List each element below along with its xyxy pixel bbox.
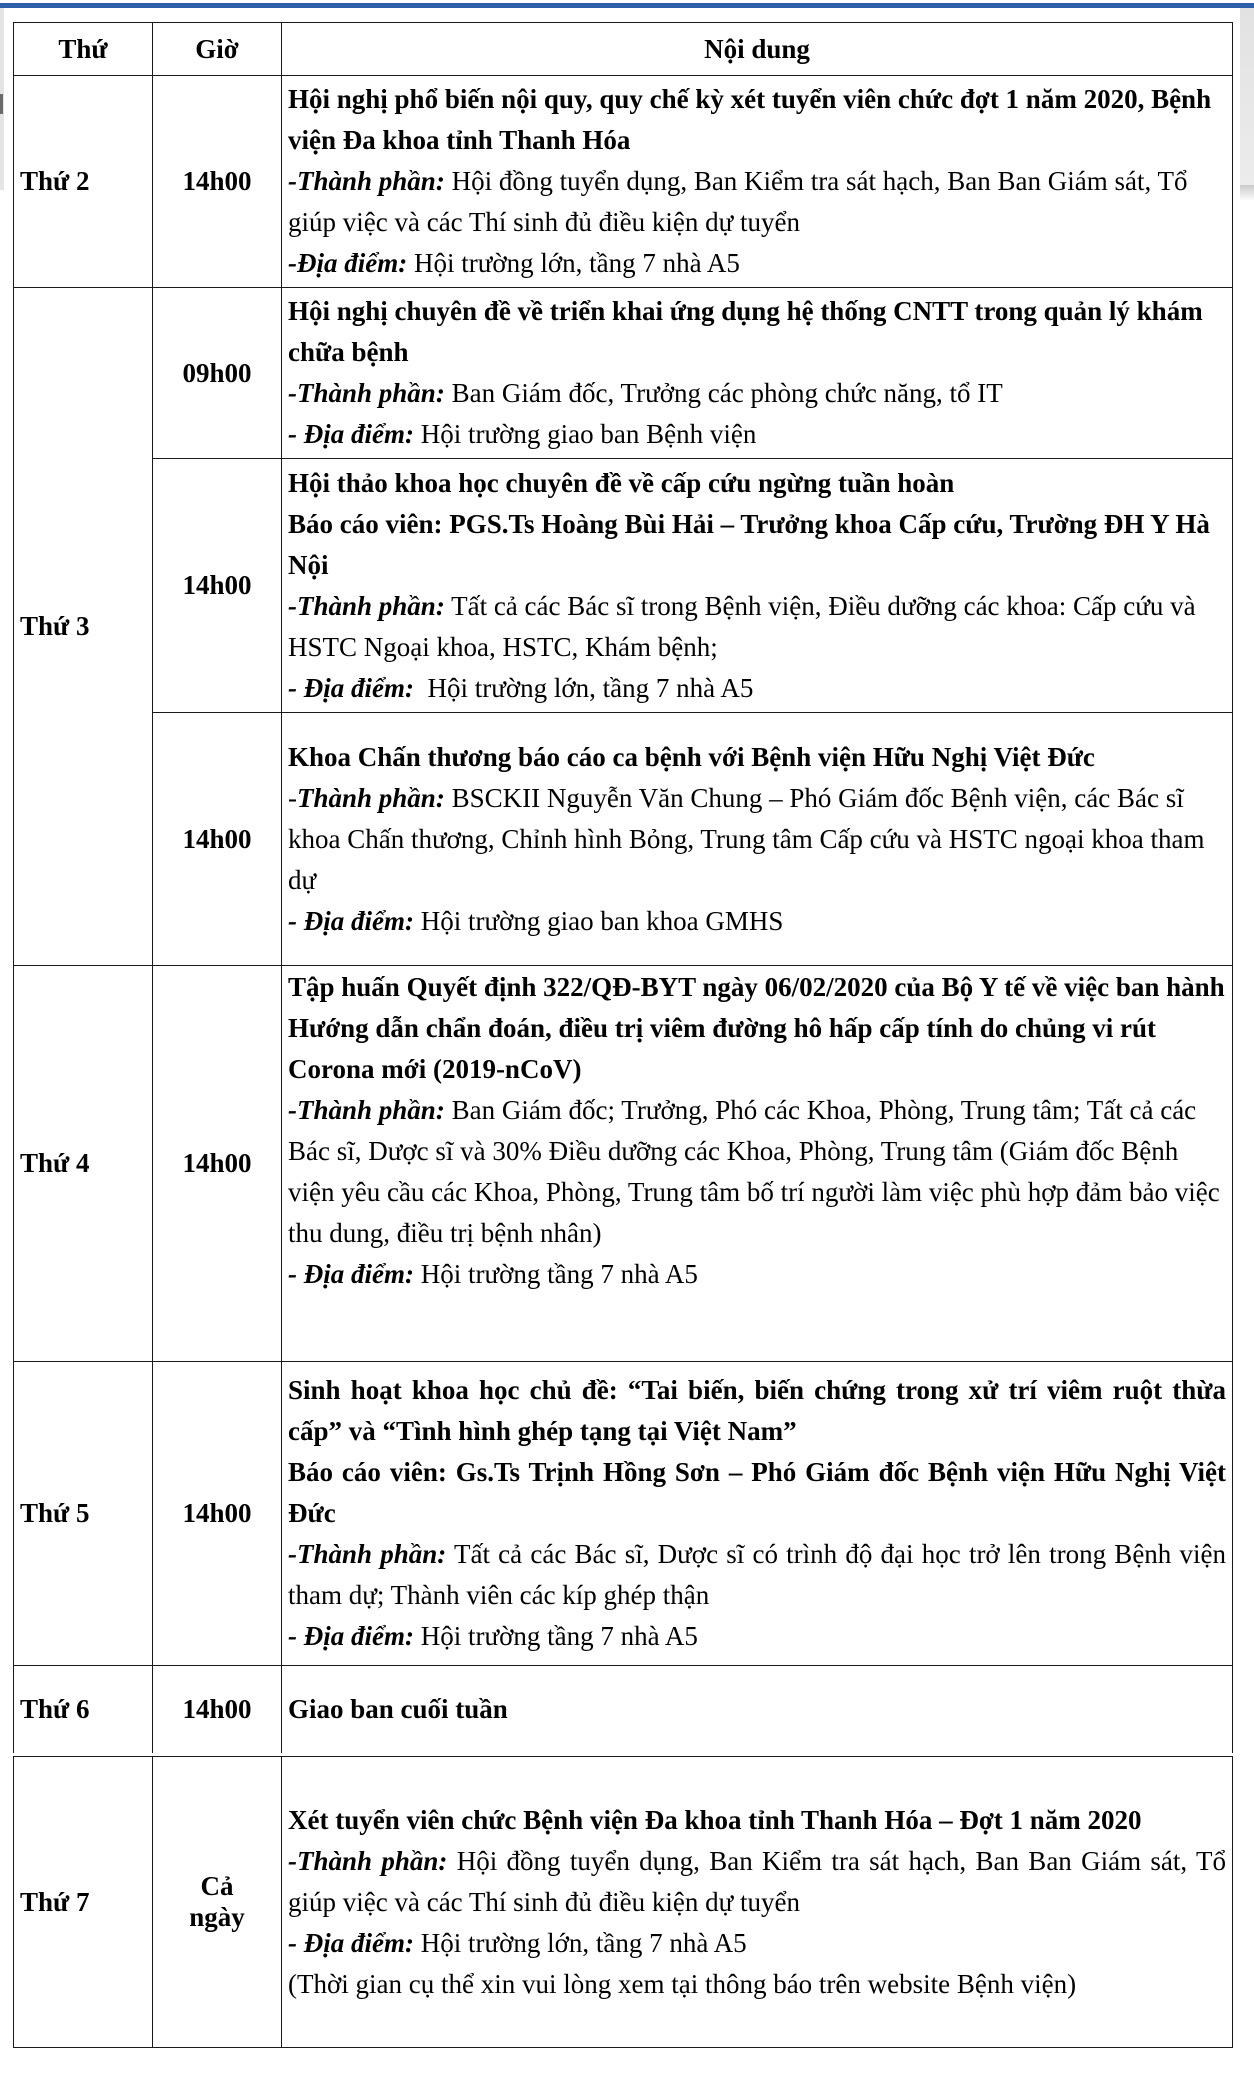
event-title: Sinh hoạt khoa học chủ đề: “Tai biến, biến chứng trong xử trí viêm ruột thừa cấp” và “Tình hình ghép tạng tại Việt Nam” xyxy=(288,1375,1226,1446)
event-participants: -Thành phần: BSCKII Nguyễn Văn Chung – Phó Giám đốc Bệnh viện, các Bác sĩ khoa Chấn thương, Chỉnh hình Bỏng, Trung tâm Cấp cứu và HSTC ngoại khoa tham dự xyxy=(288,782,1205,895)
header-time: Giờ xyxy=(153,23,282,76)
event-location: - Địa điểm: Hội trường lớn, tầng 7 nhà A5 xyxy=(288,1927,747,1958)
event-location: - Địa điểm: Hội trường tầng 7 nhà A5 xyxy=(288,1259,698,1289)
header-content: Nội dung xyxy=(282,23,1233,76)
event-title: Tập huấn Quyết định 322/QĐ-BYT ngày 06/02/2020 của Bộ Y tế về việc ban hành Hướng dẫn chẩn đoán, điều trị viêm đường hô hấp cấp tính do chủng vi rút Corona mới (2019-nCoV) xyxy=(288,972,1225,1084)
event-participants: -Thành phần: Ban Giám đốc; Trưởng, Phó các Khoa, Phòng, Trung tâm; Tất cả các Bác sĩ, Dược sĩ và 30% Điều dưỡng các Khoa, Phòng, Trung tâm (Giám đốc Bệnh viện yêu cầu các Khoa, Phòng, Trung tâm bố trí người làm việc phù hợp đảm bảo việc thu dung, điều trị bệnh nhân) xyxy=(288,1095,1220,1248)
right-panel-shadow xyxy=(1240,185,1254,201)
content-cell xyxy=(282,1362,1233,1666)
event-title: Hội thảo khoa học chuyên đề về cấp cứu ngừng tuần hoàn xyxy=(288,467,955,498)
weekly-schedule-table xyxy=(13,22,1233,1753)
event-participants: -Thành phần: Hội đồng tuyển dụng, Ban Kiểm tra sát hạch, Ban Ban Giám sát, Tổ giúp việc và các Thí sinh đủ điều kiện dự tuyển xyxy=(288,166,1188,237)
table-row xyxy=(14,76,1233,288)
time-cell: 14h00 xyxy=(153,459,282,713)
time-cell: 14h00 xyxy=(153,966,282,1362)
saturday-schedule-table xyxy=(13,1756,1233,2048)
table-row xyxy=(14,288,1233,459)
content-cell xyxy=(282,966,1233,1362)
event-speaker: Báo cáo viên: Gs.Ts Trịnh Hồng Sơn – Phó Giám đốc Bệnh viện Hữu Nghị Việt Đức xyxy=(288,1457,1226,1528)
event-location: -Địa điểm: Hội trường lớn, tầng 7 nhà A5 xyxy=(288,248,740,278)
event-participants: -Thành phần: Tất cả các Bác sĩ, Dược sĩ có trình độ đại học trở lên trong Bệnh viện tham dự; Thành viên các kíp ghép thận xyxy=(288,1539,1226,1610)
event-location: - Địa điểm: Hội trường giao ban khoa GMHS xyxy=(288,905,784,936)
day-cell: Thứ 5 xyxy=(14,1362,153,1666)
day-cell: Thứ 4 xyxy=(14,966,153,1362)
left-panel-glyph xyxy=(0,94,3,114)
day-cell: Thứ 3 xyxy=(14,288,153,966)
event-title: Khoa Chấn thương báo cáo ca bệnh với Bệnh viện Hữu Nghị Việt Đức xyxy=(288,741,1095,772)
time-cell: 14h00 xyxy=(153,1666,282,1753)
table-row xyxy=(14,713,1233,966)
table-row xyxy=(14,1362,1233,1666)
table-row xyxy=(14,1757,1233,2048)
table-row xyxy=(14,459,1233,713)
event-location: - Địa điểm: Hội trường tầng 7 nhà A5 xyxy=(288,1621,698,1651)
event-speaker: Báo cáo viên: PGS.Ts Hoàng Bùi Hải – Trưởng khoa Cấp cứu, Trường ĐH Y Hà Nội xyxy=(288,508,1210,580)
header-day: Thứ xyxy=(14,23,153,76)
event-title: Hội nghị phổ biến nội quy, quy chế kỳ xét tuyển viên chức đợt 1 năm 2020, Bệnh viện Đa khoa tỉnh Thanh Hóa xyxy=(288,84,1212,155)
left-side-panel xyxy=(0,8,4,190)
time-cell: 09h00 xyxy=(153,288,282,459)
day-cell: Thứ 6 xyxy=(14,1666,153,1753)
event-note: (Thời gian cụ thể xin vui lòng xem tại thông báo trên website Bệnh viện) xyxy=(288,1968,1077,1999)
event-location: - Địa điểm: Hội trường lớn, tầng 7 nhà A5 xyxy=(288,672,754,703)
content-cell xyxy=(282,459,1233,713)
time-cell: 14h00 xyxy=(153,1362,282,1666)
content-cell xyxy=(282,76,1233,288)
table-row xyxy=(14,1666,1233,1753)
event-participants: -Thành phần: Ban Giám đốc, Trưởng các phòng chức năng, tổ IT xyxy=(288,378,1003,408)
content-cell xyxy=(282,1757,1233,2048)
event-title: Hội nghị chuyên đề về triển khai ứng dụng hệ thống CNTT trong quản lý khám chữa bệnh xyxy=(288,296,1203,367)
time-cell: 14h00 xyxy=(153,713,282,966)
day-cell: Thứ 7 xyxy=(14,1757,153,2048)
content-cell xyxy=(282,713,1233,966)
table-row xyxy=(14,966,1233,1362)
content-cell xyxy=(282,288,1233,459)
time-cell: 14h00 xyxy=(153,76,282,288)
window-top-accent-bar xyxy=(0,3,1254,8)
event-participants: -Thành phần: Hội đồng tuyển dụng, Ban Kiểm tra sát hạch, Ban Ban Giám sát, Tổ giúp việc và các Thí sinh đủ điều kiện dự tuyển xyxy=(288,1845,1226,1917)
content-cell xyxy=(282,1666,1233,1753)
event-title: Xét tuyển viên chức Bệnh viện Đa khoa tỉnh Thanh Hóa – Đợt 1 năm 2020 xyxy=(288,1804,1142,1835)
event-title: Giao ban cuối tuần xyxy=(288,1693,508,1724)
table-header-row xyxy=(14,23,1233,76)
time-cell xyxy=(153,1757,282,2048)
time-text: Cả ngày xyxy=(189,1871,245,1932)
day-cell: Thứ 2 xyxy=(14,76,153,288)
event-participants: -Thành phần: Tất cả các Bác sĩ trong Bệnh viện, Điều dưỡng các khoa: Cấp cứu và HSTC Ngoại khoa, HSTC, Khám bệnh; xyxy=(288,590,1196,662)
event-location: - Địa điểm: Hội trường giao ban Bệnh viện xyxy=(288,419,757,449)
right-side-panel xyxy=(1240,8,1254,185)
